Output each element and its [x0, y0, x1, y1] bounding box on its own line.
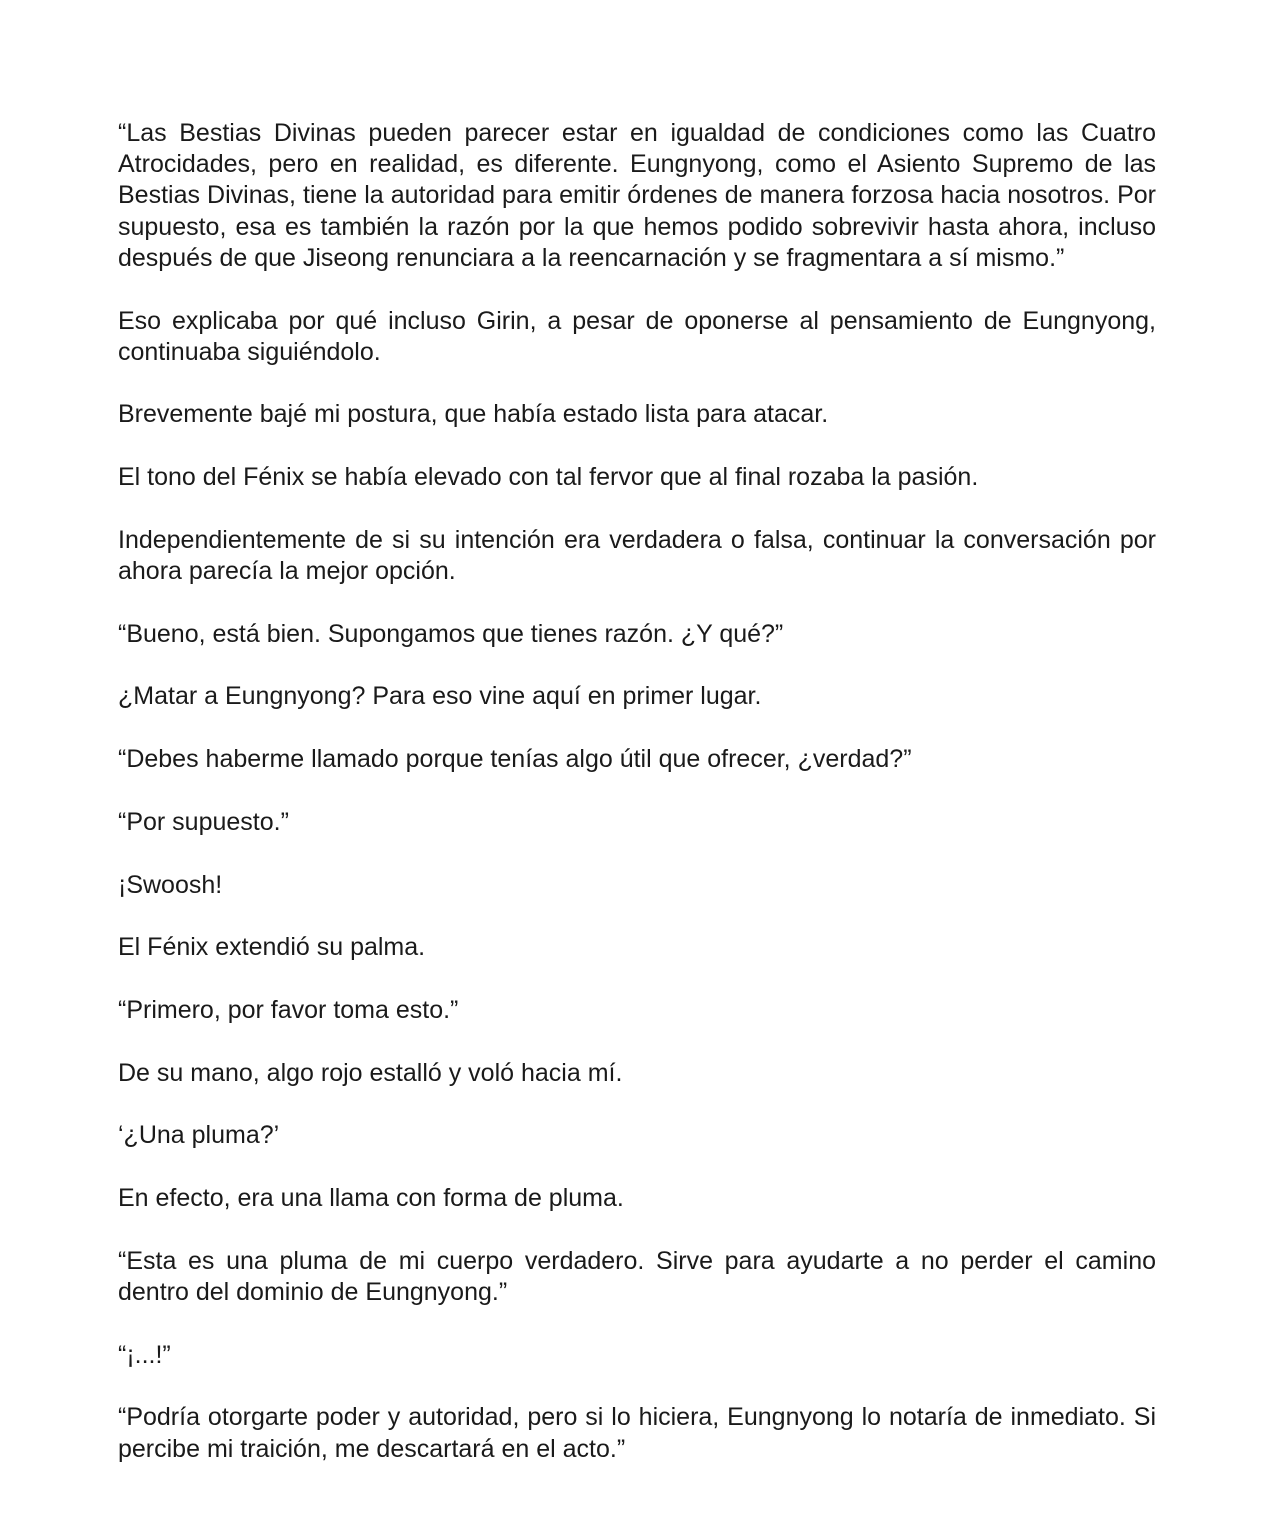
paragraph-4: El tono del Fénix se había elevado con tal fervor que al final rozaba la pasión. [118, 463, 979, 492]
paragraph-10: ¡Swoosh! [118, 870, 223, 899]
paragraph-11: El Fénix extendió su palma. [118, 933, 426, 962]
paragraph-6: “Bueno, está bien. Supongamos que tienes razón. ¿Y qué?” [118, 619, 784, 648]
paragraph-16: “Esta es una pluma de mi cuerpo verdadero. Sirve para ayudarte a no perder el camino dentro del dominio de Eungnyong.” [118, 1246, 1156, 1306]
paragraph-14: ‘¿Una pluma?’ [118, 1121, 280, 1150]
paragraph-15: En efecto, era una llama con forma de pluma. [118, 1184, 624, 1213]
paragraph-18: “Podría otorgarte poder y autoridad, pero si lo hiciera, Eungnyong lo notaría de inmediato. Si percibe mi traición, me descartará en el acto.” [118, 1403, 1156, 1463]
paragraph-1: “Las Bestias Divinas pueden parecer estar en igualdad de condiciones como las Cuatro Atrocidades, pero en realidad, es diferente. Eungnyong, como el Asiento Supremo de las Bestias Divinas, tiene la autoridad para emitir órdenes de manera forzosa hacia nosotros. Por supuesto, esa es también la razón por la que hemos podido sobrevivir hasta ahora, incluso después de que Jiseong renunciara a la reencarnación y se fragmentara a sí mismo.” [118, 119, 1156, 272]
paragraph-13: De su mano, algo rojo estalló y voló hacia mí. [118, 1058, 623, 1087]
paragraph-5: Independientemente de si su intención era verdadera o falsa, continuar la conversación por ahora parecía la mejor opción. [118, 525, 1156, 586]
paragraph-17: “¡...!” [118, 1340, 171, 1369]
paragraph-7: ¿Matar a Eungnyong? Para eso vine aquí en primer lugar. [118, 682, 762, 711]
paragraph-9: “Por supuesto.” [118, 807, 289, 836]
document-page [118, 118, 1156, 1496]
paragraph-12: “Primero, por favor toma esto.” [118, 995, 459, 1024]
paragraph-3: Brevemente bajé mi postura, que había estado lista para atacar. [118, 400, 829, 429]
paragraph-2: Eso explicaba por qué incluso Girin, a pesar de oponerse al pensamiento de Eungnyong, continuaba siguiéndolo. [118, 306, 1156, 366]
paragraph-8: “Debes haberme llamado porque tenías algo útil que ofrecer, ¿verdad?” [118, 745, 912, 774]
